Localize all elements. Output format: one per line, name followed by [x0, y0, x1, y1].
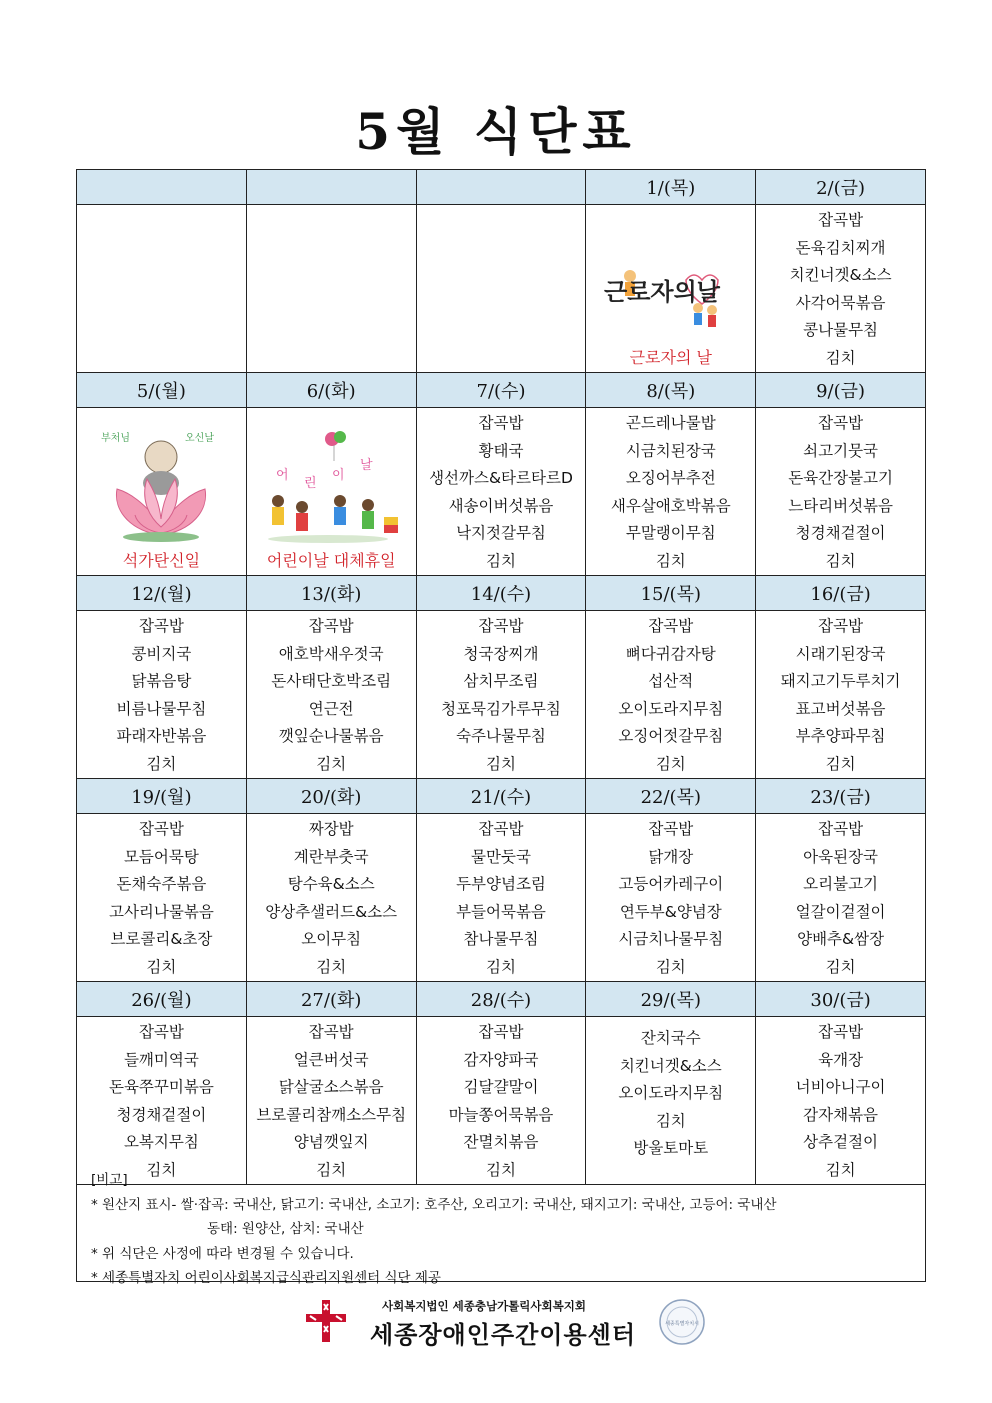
menu-item: 김달걀말이	[463, 1078, 539, 1096]
menu-item: 청국장찌개	[463, 644, 539, 663]
date-cell: 29/(목)	[586, 982, 756, 1017]
menu-cell	[77, 1017, 247, 1185]
buddha-birthday-image	[91, 427, 231, 545]
date-header-row	[77, 779, 926, 814]
menu-cell	[586, 205, 756, 373]
menu-item: 황태국	[478, 441, 524, 460]
menu-item: 치킨너겟&소스	[619, 1056, 722, 1075]
menu-item: 돈육간장불고기	[788, 469, 893, 487]
center-name: 세종장애인주간이용센터	[370, 1321, 637, 1349]
menu-item: 김치	[825, 957, 856, 976]
menu-item: 오징어부추전	[625, 469, 716, 487]
menu-item: 잔멸치볶음	[463, 1133, 539, 1151]
menu-item: 잡곡밥	[818, 414, 864, 432]
menu-item: 연두부&양념장	[619, 902, 722, 921]
menu-item: 너비아니구이	[795, 1078, 886, 1096]
menu-item: 숙주나물무침	[456, 727, 546, 745]
date-header-row	[77, 373, 926, 408]
menu-cell	[77, 205, 247, 373]
menu-cell	[246, 814, 416, 982]
notes-provider: * 세종특별자치 어린이사회복지급식관리지원센터 식단 제공	[91, 1270, 441, 1286]
date-cell: 5/(월)	[77, 373, 247, 408]
date-cell: 2/(금)	[756, 170, 926, 205]
menu-cell	[77, 408, 247, 576]
date-cell: 22/(목)	[586, 779, 756, 814]
menu-item: 김치	[486, 957, 516, 976]
menu-item: 연근전	[308, 699, 354, 718]
menu-cell	[586, 814, 756, 982]
menu-item: 돈육쭈꾸미볶음	[108, 1078, 214, 1096]
menu-item: 계란부춧국	[293, 847, 369, 866]
menu-item: 잡곡밥	[138, 820, 184, 838]
date-cell: 8/(목)	[586, 373, 756, 408]
date-cell: 1/(목)	[586, 170, 756, 205]
menu-item: 잡곡밥	[818, 617, 864, 635]
menu-item: 잡곡밥	[648, 617, 694, 635]
menu-item: 양배추&쌈장	[797, 930, 885, 948]
menu-item: 양념깻잎지	[293, 1133, 369, 1151]
menu-item: 돈채숙주볶음	[116, 875, 207, 893]
menu-item: 애호박새우젓국	[278, 644, 384, 663]
menu-item: 아욱된장국	[803, 847, 879, 866]
menu-cell	[246, 408, 416, 576]
menu-item: 삼치무조림	[463, 672, 539, 690]
menu-cell	[416, 611, 586, 779]
menu-item: 모듬어묵탕	[123, 847, 199, 866]
date-cell: 30/(금)	[756, 982, 926, 1017]
menu-item: 치킨너겟&소스	[789, 266, 892, 284]
org-name: 사회복지법인 세종충남가톨릭사회복지회	[382, 1299, 586, 1313]
menu-item: 시금치된장국	[625, 441, 716, 460]
notes-origin: * 원산지 표시- 쌀·잡곡: 국내산, 닭고기: 국내산, 소고기: 호주산, 오리고기: 국내산, 돼지고기: 국내산, 고등어: 국내산	[91, 1196, 777, 1213]
menu-item: 닭살굴소스볶음	[278, 1078, 384, 1096]
menu-item: 섭산적	[648, 672, 694, 690]
menu-item: 김치	[825, 551, 856, 570]
menu-item: 시래기된장국	[795, 644, 886, 663]
menu-row	[77, 814, 926, 982]
menu-item: 김치	[146, 957, 177, 976]
date-cell: 13/(화)	[246, 576, 416, 611]
menu-item: 잡곡밥	[648, 820, 694, 838]
menu-cell	[246, 205, 416, 373]
menu-item: 참나물무침	[463, 930, 539, 948]
menu-item: 물만둣국	[471, 847, 531, 866]
buddha-label-right: 오신날	[185, 433, 215, 444]
menu-item: 김치	[825, 348, 856, 367]
date-cell: 19/(월)	[77, 779, 247, 814]
menu-item: 얼큰버섯국	[293, 1050, 369, 1069]
caritas-logo	[304, 1298, 348, 1344]
holiday-name: 근로자의 날	[629, 348, 712, 367]
menu-cell	[416, 408, 586, 576]
date-cell: 7/(수)	[416, 373, 586, 408]
menu-item: 청경채겉절이	[116, 1105, 207, 1124]
date-cell: 20/(화)	[246, 779, 416, 814]
menu-item: 얼갈이겉절이	[795, 902, 886, 921]
menu-item: 김치	[316, 957, 347, 976]
menu-row	[77, 205, 926, 373]
menu-item: 감자채볶음	[803, 1105, 879, 1124]
menu-item: 고사리나물볶음	[108, 902, 214, 921]
date-header-row	[77, 982, 926, 1017]
menu-item: 감자양파국	[463, 1050, 539, 1069]
menu-item: 양상추샐러드&소스	[265, 902, 398, 921]
notes-heading: [비고]	[91, 1172, 128, 1188]
menu-item: 잡곡밥	[818, 820, 864, 838]
date-header-row	[77, 170, 926, 205]
menu-item: 돈사태단호박조림	[271, 672, 392, 690]
date-cell: 21/(수)	[416, 779, 586, 814]
footer	[298, 1296, 718, 1348]
menu-item: 청경채겉절이	[795, 524, 886, 542]
holiday-name: 어린이날 대체휴일	[266, 551, 396, 570]
date-cell	[416, 170, 586, 205]
labor-day-calligraphy: 근로자의날	[603, 277, 720, 306]
menu-item: 김치	[655, 551, 686, 570]
menu-item: 느타리버섯볶음	[788, 496, 893, 515]
menu-item: 표고버섯볶음	[795, 699, 886, 718]
menu-cell	[586, 611, 756, 779]
children-letter: 날	[360, 458, 373, 473]
menu-row	[77, 408, 926, 576]
menu-item: 김치	[486, 1160, 516, 1179]
children-letter: 이	[332, 468, 345, 483]
menu-item: 사각어묵볶음	[795, 293, 886, 312]
childrens-day-image	[256, 427, 406, 545]
menu-cell	[77, 814, 247, 982]
menu-cell	[77, 611, 247, 779]
menu-item: 콩비지국	[131, 644, 192, 663]
date-cell: 26/(월)	[77, 982, 247, 1017]
menu-item: 잡곡밥	[138, 1023, 184, 1041]
menu-item: 잡곡밥	[308, 617, 354, 635]
menu-item: 잡곡밥	[478, 414, 524, 432]
menu-item: 김치	[825, 1160, 856, 1179]
menu-cell	[756, 1017, 926, 1185]
notes-box	[76, 1166, 926, 1286]
menu-item: 시금치나물무침	[618, 930, 724, 948]
menu-item: 돈육김치찌개	[795, 238, 886, 257]
menu-item: 새우살애호박볶음	[610, 496, 731, 515]
menu-item: 고등어카레구이	[618, 875, 724, 893]
menu-item: 김치	[486, 754, 516, 773]
menu-item: 잡곡밥	[478, 820, 524, 838]
menu-item: 탕수육&소스	[287, 875, 375, 893]
menu-item: 잡곡밥	[478, 617, 524, 635]
menu-item: 김치	[655, 957, 686, 976]
menu-item: 브로콜리참깨소스무침	[256, 1105, 407, 1124]
menu-item: 부추양파무침	[795, 727, 886, 745]
menu-cell	[756, 205, 926, 373]
menu-item: 잡곡밥	[818, 211, 864, 229]
menu-item: 오복지무침	[123, 1133, 199, 1151]
date-cell: 27/(화)	[246, 982, 416, 1017]
menu-item: 깻잎순나물볶음	[278, 727, 384, 745]
date-cell	[246, 170, 416, 205]
menu-item: 잡곡밥	[478, 1023, 524, 1041]
menu-item: 브로콜리&초장	[110, 930, 213, 948]
menu-item: 육개장	[818, 1050, 864, 1069]
notes-change: * 위 식단은 사정에 따라 변경될 수 있습니다.	[91, 1245, 354, 1262]
menu-cell	[416, 1017, 586, 1185]
date-cell	[77, 170, 247, 205]
menu-item: 마늘쫑어묵볶음	[448, 1105, 554, 1124]
menu-item: 돼지고기두루치기	[780, 672, 901, 690]
date-cell: 14/(수)	[416, 576, 586, 611]
date-cell: 16/(금)	[756, 576, 926, 611]
menu-item: 콩나물무침	[803, 321, 879, 339]
sejong-seal	[658, 1298, 706, 1346]
menu-item: 잡곡밥	[308, 1023, 354, 1041]
date-header-row	[77, 576, 926, 611]
menu-item: 오이도라지무침	[618, 1084, 724, 1102]
menu-cell	[416, 205, 586, 373]
holiday-name: 석가탄신일	[122, 551, 201, 570]
menu-cell	[586, 408, 756, 576]
menu-item: 오리불고기	[803, 875, 879, 893]
menu-cell	[246, 1017, 416, 1185]
menu-item: 새송이버섯볶음	[448, 496, 554, 515]
seal-text: 세종특별자치시	[665, 1321, 699, 1327]
menu-item: 김치	[316, 754, 347, 773]
children-letter: 어	[276, 468, 289, 483]
menu-item: 김치	[146, 1160, 177, 1179]
menu-cell	[586, 1017, 756, 1185]
menu-cell	[246, 611, 416, 779]
menu-item: 잡곡밥	[818, 1023, 864, 1041]
menu-item: 오이무침	[301, 930, 362, 948]
menu-item: 잡곡밥	[138, 617, 184, 635]
menu-item: 청포묵김가루무침	[441, 699, 561, 718]
menu-item: 김치	[146, 754, 177, 773]
menu-item: 상추겉절이	[803, 1133, 879, 1151]
menu-cell	[756, 814, 926, 982]
labor-day-image	[603, 250, 726, 342]
menu-item: 두부양념조림	[456, 875, 546, 893]
menu-table	[76, 169, 926, 1185]
date-cell: 9/(금)	[756, 373, 926, 408]
date-cell: 15/(목)	[586, 576, 756, 611]
menu-item: 닭개장	[648, 847, 694, 866]
menu-cell	[756, 408, 926, 576]
menu-item: 닭볶음탕	[131, 672, 192, 690]
date-cell: 28/(수)	[416, 982, 586, 1017]
menu-row	[77, 611, 926, 779]
menu-item: 오징어젓갈무침	[618, 727, 724, 745]
menu-item: 김치	[825, 754, 856, 773]
menu-item: 곤드레나물밥	[625, 414, 716, 432]
menu-cell	[416, 814, 586, 982]
menu-item: 비름나물무침	[116, 699, 207, 718]
menu-item: 들깨미역국	[123, 1050, 199, 1069]
menu-item: 김치	[655, 754, 686, 773]
notes-origin-cont: 동태: 원양산, 삼치: 국내산	[207, 1221, 364, 1237]
page-title: 5월 식단표	[355, 102, 637, 161]
menu-item: 쇠고기뭇국	[803, 441, 879, 460]
menu-item: 김치	[655, 1111, 686, 1130]
menu-item: 부들어묵볶음	[456, 902, 546, 921]
menu-item: 짜장밥	[308, 820, 354, 838]
children-letter: 린	[304, 476, 317, 491]
menu-item: 낙지젓갈무침	[456, 524, 546, 542]
date-cell: 23/(금)	[756, 779, 926, 814]
menu-item: 김치	[486, 551, 516, 570]
menu-item: 생선까스&타르타르D	[429, 469, 573, 487]
date-cell: 12/(월)	[77, 576, 247, 611]
menu-item: 김치	[316, 1160, 347, 1179]
menu-row	[77, 1017, 926, 1185]
menu-item: 오이도라지무침	[618, 699, 724, 718]
menu-item: 방울토마토	[633, 1139, 709, 1157]
menu-cell	[756, 611, 926, 779]
menu-item: 잔치국수	[640, 1029, 701, 1047]
buddha-label-left: 부처님	[101, 433, 131, 444]
menu-item: 무말랭이무침	[625, 524, 716, 542]
menu-item: 뼈다귀감자탕	[625, 644, 716, 663]
date-cell: 6/(화)	[246, 373, 416, 408]
menu-item: 파래자반볶음	[116, 727, 207, 745]
